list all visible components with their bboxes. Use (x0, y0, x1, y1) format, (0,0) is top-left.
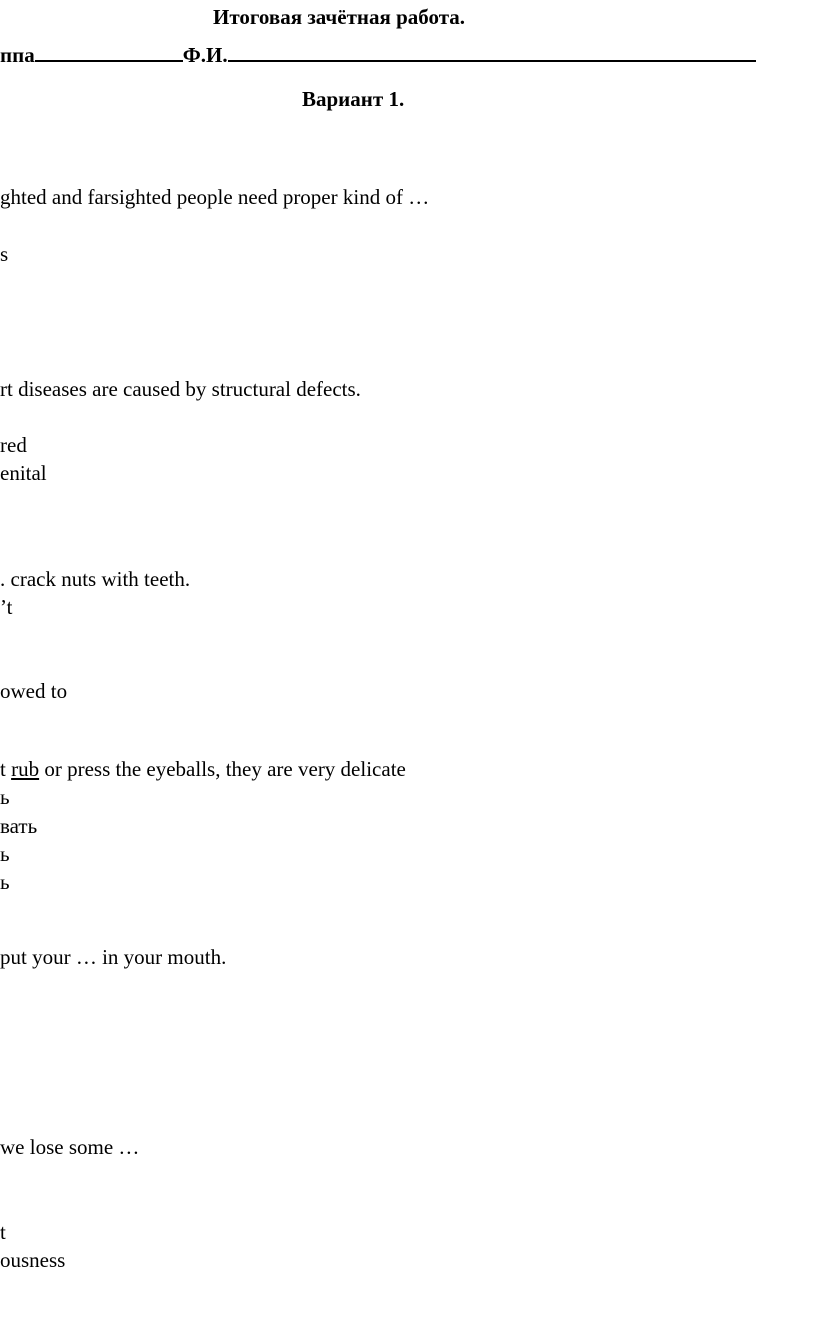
question-1-stem: ghted and farsighted people need proper kind of … (0, 185, 430, 209)
question-3-option-1: ’t (0, 595, 13, 619)
question-6-stem: we lose some … (0, 1135, 140, 1159)
question-5-stem: put your … in your mouth. (0, 945, 227, 969)
fio-label: Ф.И. (182, 43, 228, 67)
question-4-option-3: ь (0, 842, 10, 866)
question-4-stem-suffix: or press the eyeballs, they are very delicate (39, 757, 406, 781)
question-4-option-2: вать (0, 814, 38, 838)
group-field[interactable] (35, 42, 183, 62)
question-6-option-1: t (0, 1220, 6, 1244)
question-3-option-2: owed to (0, 679, 68, 703)
variant-heading: Вариант 1. (302, 87, 405, 111)
question-4-option-1: ь (0, 785, 10, 809)
question-2-stem: rt diseases are caused by structural defects. (0, 377, 361, 401)
question-2-option-2: enital (0, 461, 47, 485)
question-6-option-2: ousness (0, 1248, 66, 1272)
group-label: ппа (0, 43, 35, 67)
question-4-underlined-word: rub (11, 757, 40, 781)
question-4-stem (0, 756, 406, 782)
question-1-option-1: s (0, 242, 9, 266)
fio-field[interactable] (228, 42, 756, 62)
page-title: Итоговая зачётная работа. (213, 5, 466, 29)
question-2-option-1: red (0, 433, 27, 457)
question-4-stem-prefix: t (0, 757, 12, 781)
question-4-option-4: ь (0, 870, 10, 894)
student-info-row (0, 42, 756, 68)
question-3-stem: . crack nuts with teeth. (0, 567, 191, 591)
